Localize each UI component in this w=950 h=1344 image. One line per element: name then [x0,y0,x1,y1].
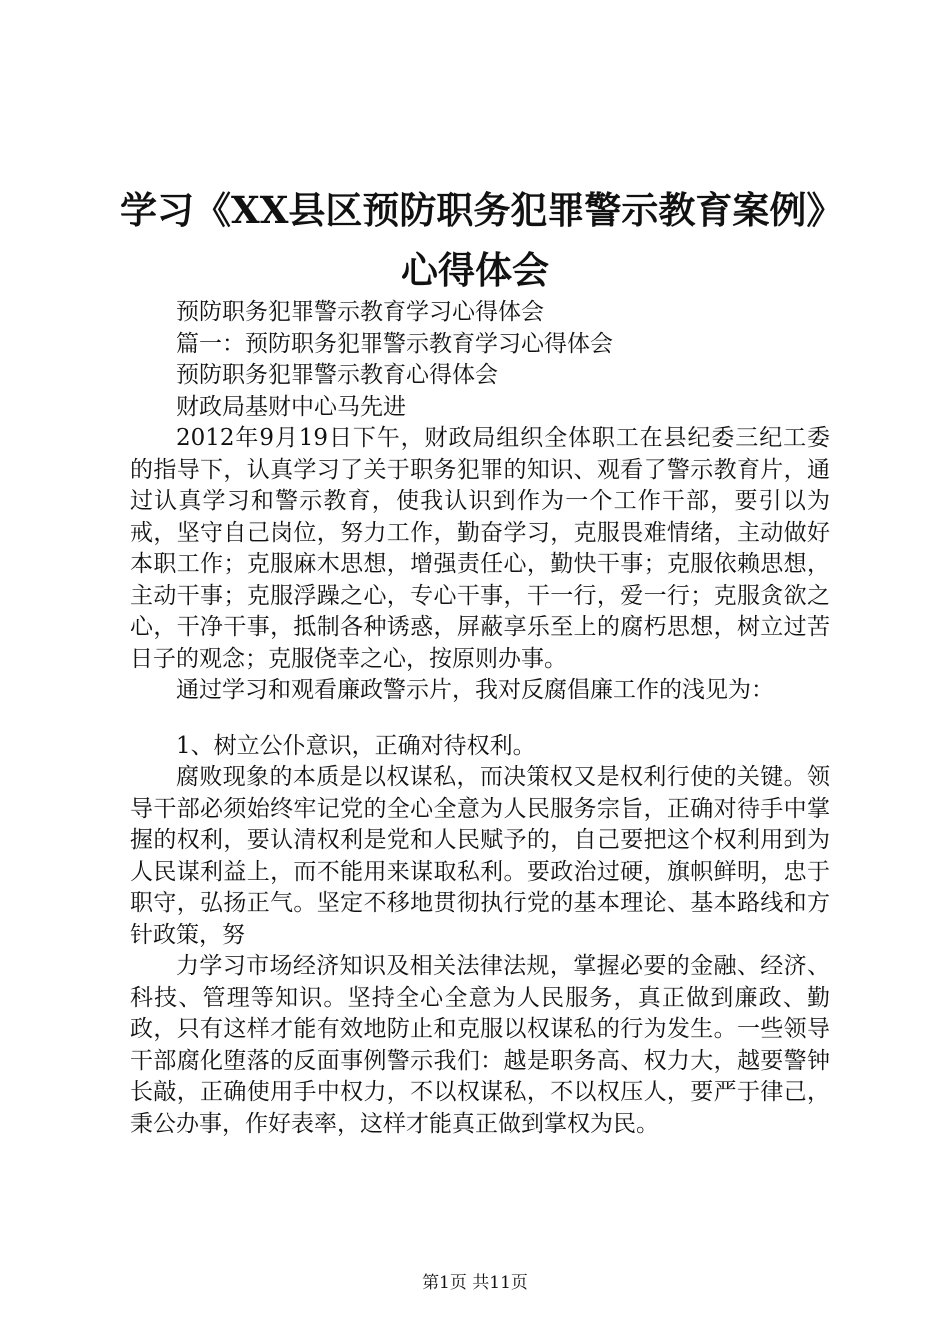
paragraph-subtitle: 预防职务犯罪警示教育学习心得体会 [176,299,544,325]
document-body [130,297,830,1140]
paragraph-body: 2012年9月19日下午，财政局组织全体职工在县纪委三纪工委的指导下，认真学习了关于职务犯罪的知识、观看了警示教育片，通过认真学习和警示教育，使我认识到作为一个工作干部，要引以为戒，坚守自己岗位，努力工作，勤奋学习，克服畏难情绪，主动做好本职工作；克服麻木思想，增强责任心，勤快干事；克服依赖思想，主动干事；克服浮躁之心，专心干事，干一行，爱一行；克服贪欲之心，干净干事，抵制各种诱惑，屏蔽享乐至上的腐朽思想，树立过苦日子的观念；克服侥幸之心，按原则办事。 [130,425,830,672]
page-number-footer: 第1页 共11页 [422,1273,528,1293]
paragraph-body: 力学习市场经济知识及相关法律法规，掌握必要的金融、经济、科技、管理等知识。坚持全心全意为人民服务，真正做到廉政、勤政，只有这样才能有效地防止和克服以权谋私的行为发生。一些领导干部腐化堕落的反面事例警示我们：越是职务高、权力大，越要警钟长敲，正确使用手中权力，不以权谋私，不以权压人，要严于律己，秉公办事，作好表率，这样才能真正做到掌权为民。 [130,953,830,1137]
paragraph-body: 通过学习和观看廉政警示片，我对反腐倡廉工作的浅见为： [176,677,774,703]
document-title-line-1: 学习《XX县区预防职务犯罪警示教育案例》 [120,188,844,232]
paragraph-numbered-heading: 1、树立公仆意识，正确对待权利。 [176,732,536,759]
paragraph-section-heading: 预防职务犯罪警示教育心得体会 [176,362,498,388]
paragraph-chapter-heading: 篇一：预防职务犯罪警示教育学习心得体会 [176,330,613,357]
paragraph-author: 财政局基财中心马先进 [176,393,406,420]
paragraph-body: 腐败现象的本质是以权谋私，而决策权又是权利行使的关键。领导干部必须始终牢记党的全心全意为人民服务宗旨，正确对待手中掌握的权利，要认清权利是党和人民赋予的，自己要把这个权利用到为人民谋利益上，而不能用来谋取私利。要政治过硬，旗帜鲜明，忠于职守，弘扬正气。坚定不移地贯彻执行党的基本理论、基本路线和方针政策，努 [130,764,830,948]
document-title-line-2: 心得体会 [401,248,549,292]
